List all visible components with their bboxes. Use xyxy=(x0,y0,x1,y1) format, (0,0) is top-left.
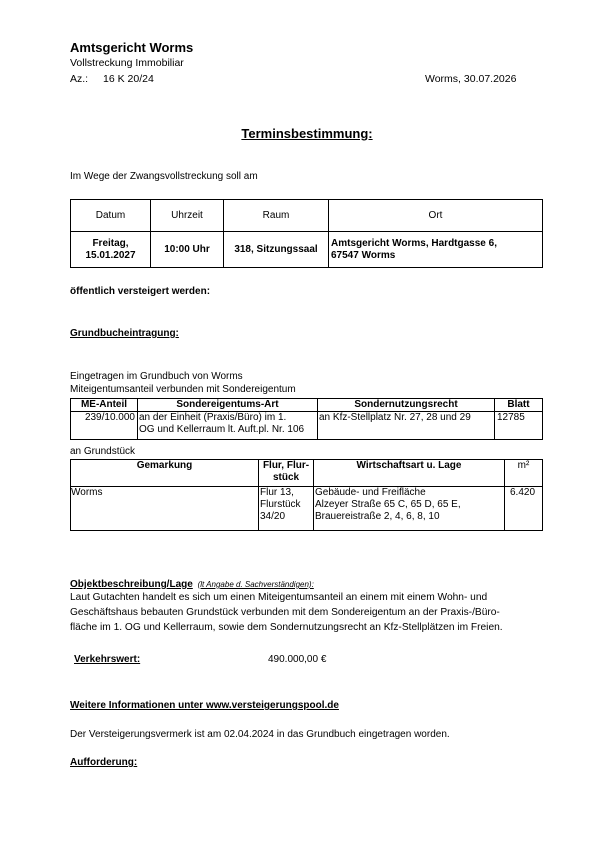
header-gemarkung: Gemarkung xyxy=(71,460,259,487)
az-label: Az.: xyxy=(70,73,89,85)
cell-blatt: 12785 xyxy=(495,412,543,440)
verkehrswert-label: Verkehrswert: xyxy=(74,654,141,665)
intro-text: Im Wege der Zwangsvollstreckung soll am xyxy=(70,171,258,182)
header-flur xyxy=(259,460,314,487)
header-uhrzeit: Uhrzeit xyxy=(151,200,224,232)
objekt-line-2: Geschäftshaus bebauten Grundstück verbunden mit dem Sondereigentum an der Praxis-/Büro- xyxy=(70,607,500,618)
header-wirtschaftsart: Wirtschaftsart u. Lage xyxy=(314,460,505,487)
objekt-heading-row xyxy=(70,579,314,590)
cell-flur xyxy=(259,487,314,531)
cell-uhrzeit: 10:00 Uhr xyxy=(151,232,224,268)
court-name: Amtsgericht Worms xyxy=(70,40,194,55)
art-line-2: OG und Kellerraum lt. Auft.pl. Nr. 106 xyxy=(139,424,305,435)
wirt-line-2: Alzeyer Straße 65 C, 65 D, 65 E, xyxy=(315,499,461,510)
art-line-1: an der Einheit (Praxis/Büro) im 1. xyxy=(139,412,287,423)
flur-line-1: Flur 13, xyxy=(260,487,294,498)
cell-raum: 318, Sitzungssaal xyxy=(224,232,329,268)
objekt-note: (lt Angabe d. Sachverständigen): xyxy=(197,580,314,589)
grundstueck-table xyxy=(70,459,543,531)
verkehrswert-value: 490.000,00 € xyxy=(268,654,327,665)
header-blatt: Blatt xyxy=(495,399,543,412)
grundbuch-line-2: Miteigentumsanteil verbunden mit Sondereigentum xyxy=(70,384,296,395)
datum-weekday: Freitag, xyxy=(92,237,129,249)
flur-header-line-1: Flur, Flur- xyxy=(262,460,310,471)
objekt-line-1: Laut Gutachten handelt es sich um einen Miteigentumsanteil an einem mit einem Wohn- und xyxy=(70,592,488,603)
cell-me-anteil: 239/10.000 xyxy=(71,412,138,440)
grundbuch-heading: Grundbucheintragung: xyxy=(70,328,179,339)
an-grundstueck: an Grundstück xyxy=(70,446,136,457)
wirt-line-3: Brauereistraße 2, 4, 6, 8, 10 xyxy=(315,511,440,522)
header-sondereigentum: Sondereigentums-Art xyxy=(138,399,318,412)
datum-date: 15.01.2027 xyxy=(85,249,136,261)
vermerk-text: Der Versteigerungsvermerk ist am 02.04.2024 in das Grundbuch eingetragen worden. xyxy=(70,729,450,740)
cell-sondernutzung: an Kfz-Stellplatz Nr. 27, 28 und 29 xyxy=(318,412,495,440)
az-value: 16 K 20/24 xyxy=(103,73,154,85)
department: Vollstreckung Immobiliar xyxy=(70,57,184,69)
header-me-anteil: ME-Anteil xyxy=(71,399,138,412)
header-sondernutzung: Sondernutzungsrecht xyxy=(318,399,495,412)
aufforderung-heading: Aufforderung: xyxy=(70,757,138,768)
weitere-informationen-link[interactable]: Weitere Informationen unter www.versteigerungspool.de xyxy=(70,700,339,711)
flur-line-3: 34/20 xyxy=(260,511,286,522)
versteigert-text: öffentlich versteigert werden: xyxy=(70,286,211,297)
wirt-line-1: Gebäude- und Freifläche xyxy=(315,487,426,498)
objekt-line-3: fläche im 1. OG und Kellerraum, sowie dem Sondernutzungsrecht an Kfz-Stellplätzen im Freien. xyxy=(70,622,503,633)
flur-line-2: Flurstück xyxy=(260,499,301,510)
header-m2: m² xyxy=(505,460,543,487)
cell-m2: 6.420 xyxy=(505,487,543,531)
header-ort: Ort xyxy=(329,200,543,232)
cell-gemarkung: Worms xyxy=(71,487,259,531)
cell-datum xyxy=(71,232,151,268)
cell-ort xyxy=(329,232,543,268)
cell-wirtschaftsart xyxy=(314,487,505,531)
termin-table xyxy=(70,199,543,268)
ort-line-1: Amtsgericht Worms, Hardtgasse 6, xyxy=(331,237,497,249)
objekt-heading: Objektbeschreibung/Lage xyxy=(70,579,193,590)
place-date: Worms, 30.07.2026 xyxy=(425,73,517,85)
grundbuch-table xyxy=(70,398,543,440)
ort-line-2: 67547 Worms xyxy=(331,249,396,261)
grundbuch-line-1: Eingetragen im Grundbuch von Worms xyxy=(70,371,243,382)
page-title: Terminsbestimmung: xyxy=(241,126,373,141)
flur-header-line-2: stück xyxy=(272,472,300,483)
header-datum: Datum xyxy=(71,200,151,232)
header-raum: Raum xyxy=(224,200,329,232)
cell-sondereigentum xyxy=(138,412,318,440)
